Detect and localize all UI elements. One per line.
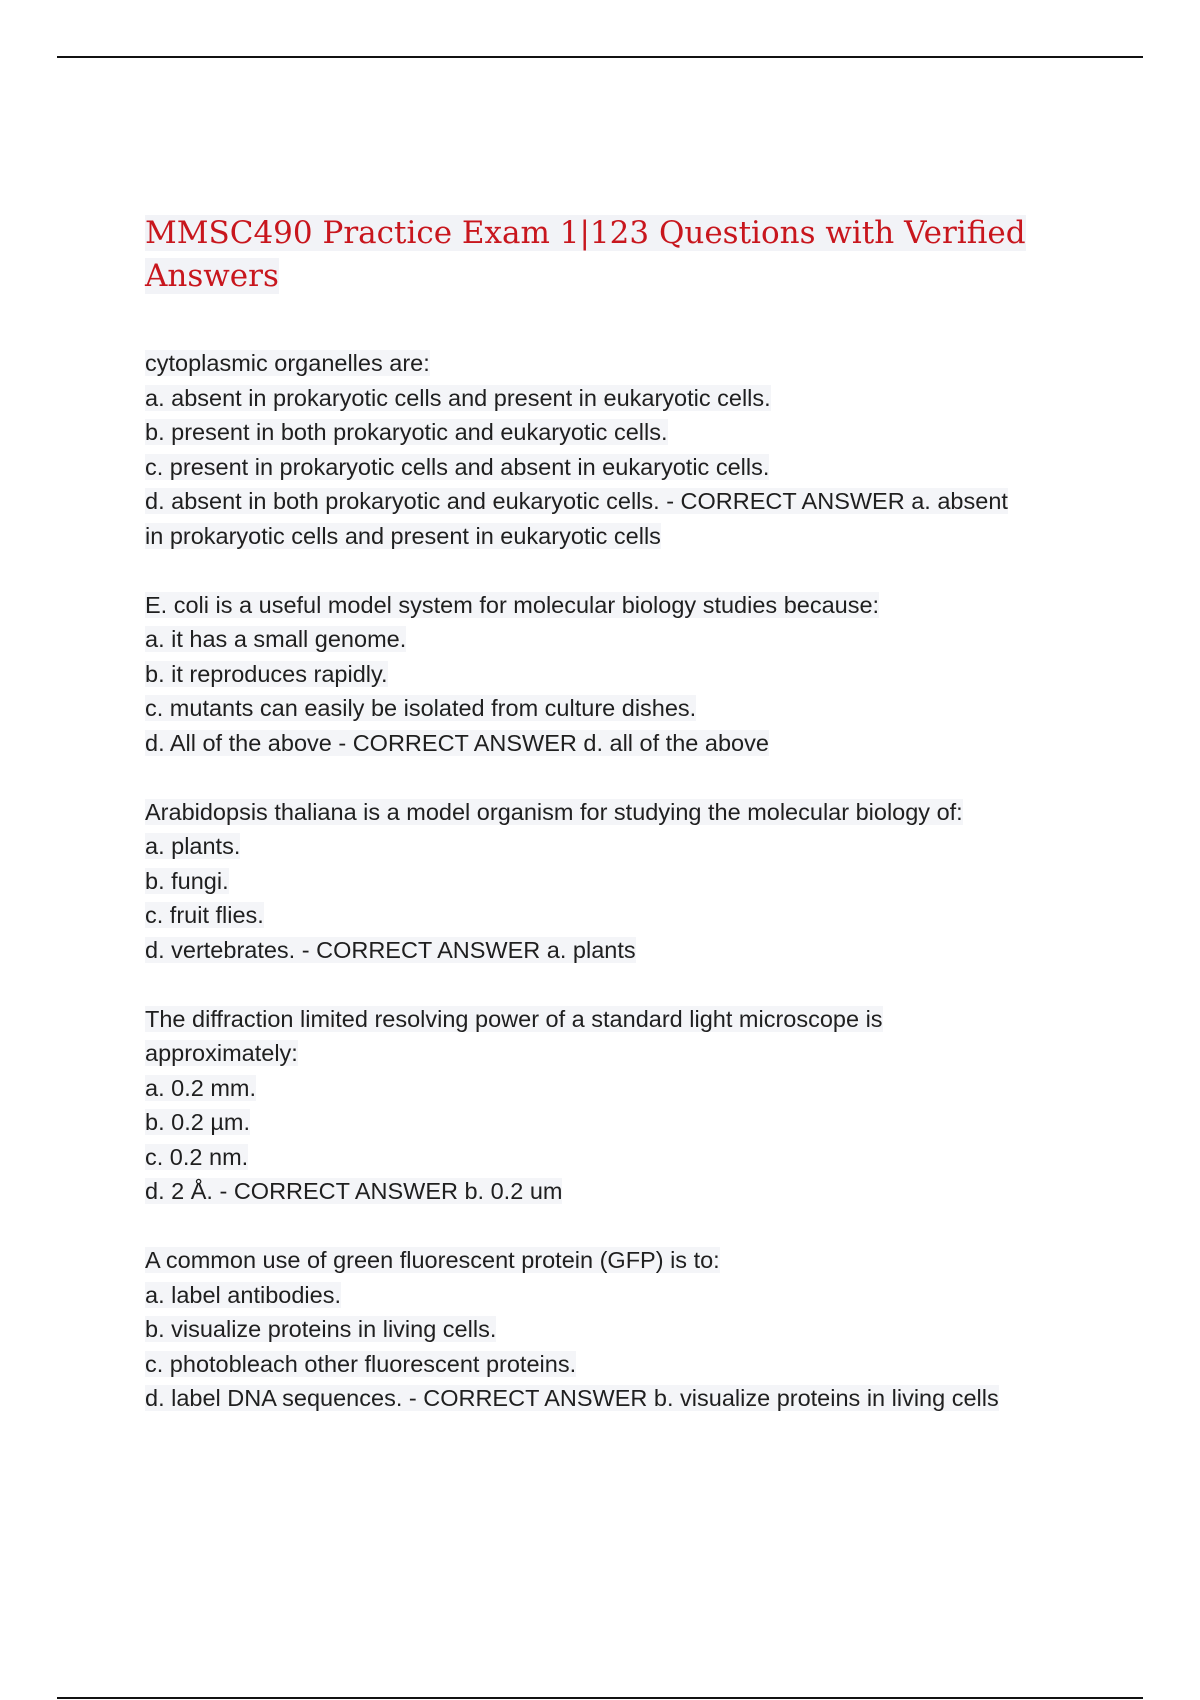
footer-rule [57,1697,1143,1699]
question-line: The diffraction limited resolving power of a standard light microscope is [145,1005,883,1032]
correct-answer-continuation: in prokaryotic cells and present in eukaryotic cells [145,522,661,549]
title-line-2: Answers [145,258,279,294]
answer-option: a. 0.2 mm. [145,1074,257,1101]
question-line: A common use of green fluorescent protein (GFP) is to: [145,1247,720,1273]
answer-option-with-correct-answer: d. 2 Å. - CORRECT ANSWER b. 0.2 um [145,1178,563,1204]
answer-option: c. fruit flies. [145,902,264,928]
question-line: E. coli is a useful model system for molecular biology studies because: [145,591,880,618]
answer-option: c. present in prokaryotic cells and absent in eukaryotic cells. [145,453,770,480]
answer-option: b. 0.2 µm. [145,1109,250,1135]
answer-option-with-correct-answer: d. All of the above - CORRECT ANSWER d. all of the above [145,729,769,756]
answer-option: b. fungi. [145,867,229,894]
answer-option: b. it reproduces rapidly. [145,660,388,687]
answer-option: b. visualize proteins in living cells. [145,1316,497,1342]
answer-option: a. absent in prokaryotic cells and present in eukaryotic cells. [145,384,771,411]
answer-option: a. plants. [145,833,241,859]
question-line: Arabidopsis thaliana is a model organism for studying the molecular biology of: [145,798,963,825]
answer-option-with-correct-answer: d. vertebrates. - CORRECT ANSWER a. plants [145,936,636,963]
document-title [145,212,1075,298]
answer-option-with-correct-answer: d. absent in both prokaryotic and eukaryotic cells. - CORRECT ANSWER a. absent [145,488,1008,514]
answer-option: a. label antibodies. [145,1281,341,1308]
document-body [145,212,1075,1450]
question-line: cytoplasmic organelles are: [145,350,430,376]
question-2 [145,588,1075,761]
question-5 [145,1243,1075,1416]
question-line-continuation: approximately: [145,1040,298,1066]
title-line-1: MMSC490 Practice Exam 1|123 Questions with Verified [145,215,1026,251]
answer-option: c. photobleach other fluorescent proteins. [145,1350,577,1377]
question-1 [145,346,1075,553]
answer-option-with-correct-answer: d. label DNA sequences. - CORRECT ANSWER b. visualize proteins in living cells [145,1385,999,1411]
header-rule [57,56,1143,58]
answer-option: b. present in both prokaryotic and eukaryotic cells. [145,419,668,445]
question-3 [145,795,1075,968]
answer-option: c. mutants can easily be isolated from culture dishes. [145,695,697,721]
answer-option: a. it has a small genome. [145,626,407,652]
answer-option: c. 0.2 nm. [145,1143,249,1170]
question-4 [145,1002,1075,1209]
